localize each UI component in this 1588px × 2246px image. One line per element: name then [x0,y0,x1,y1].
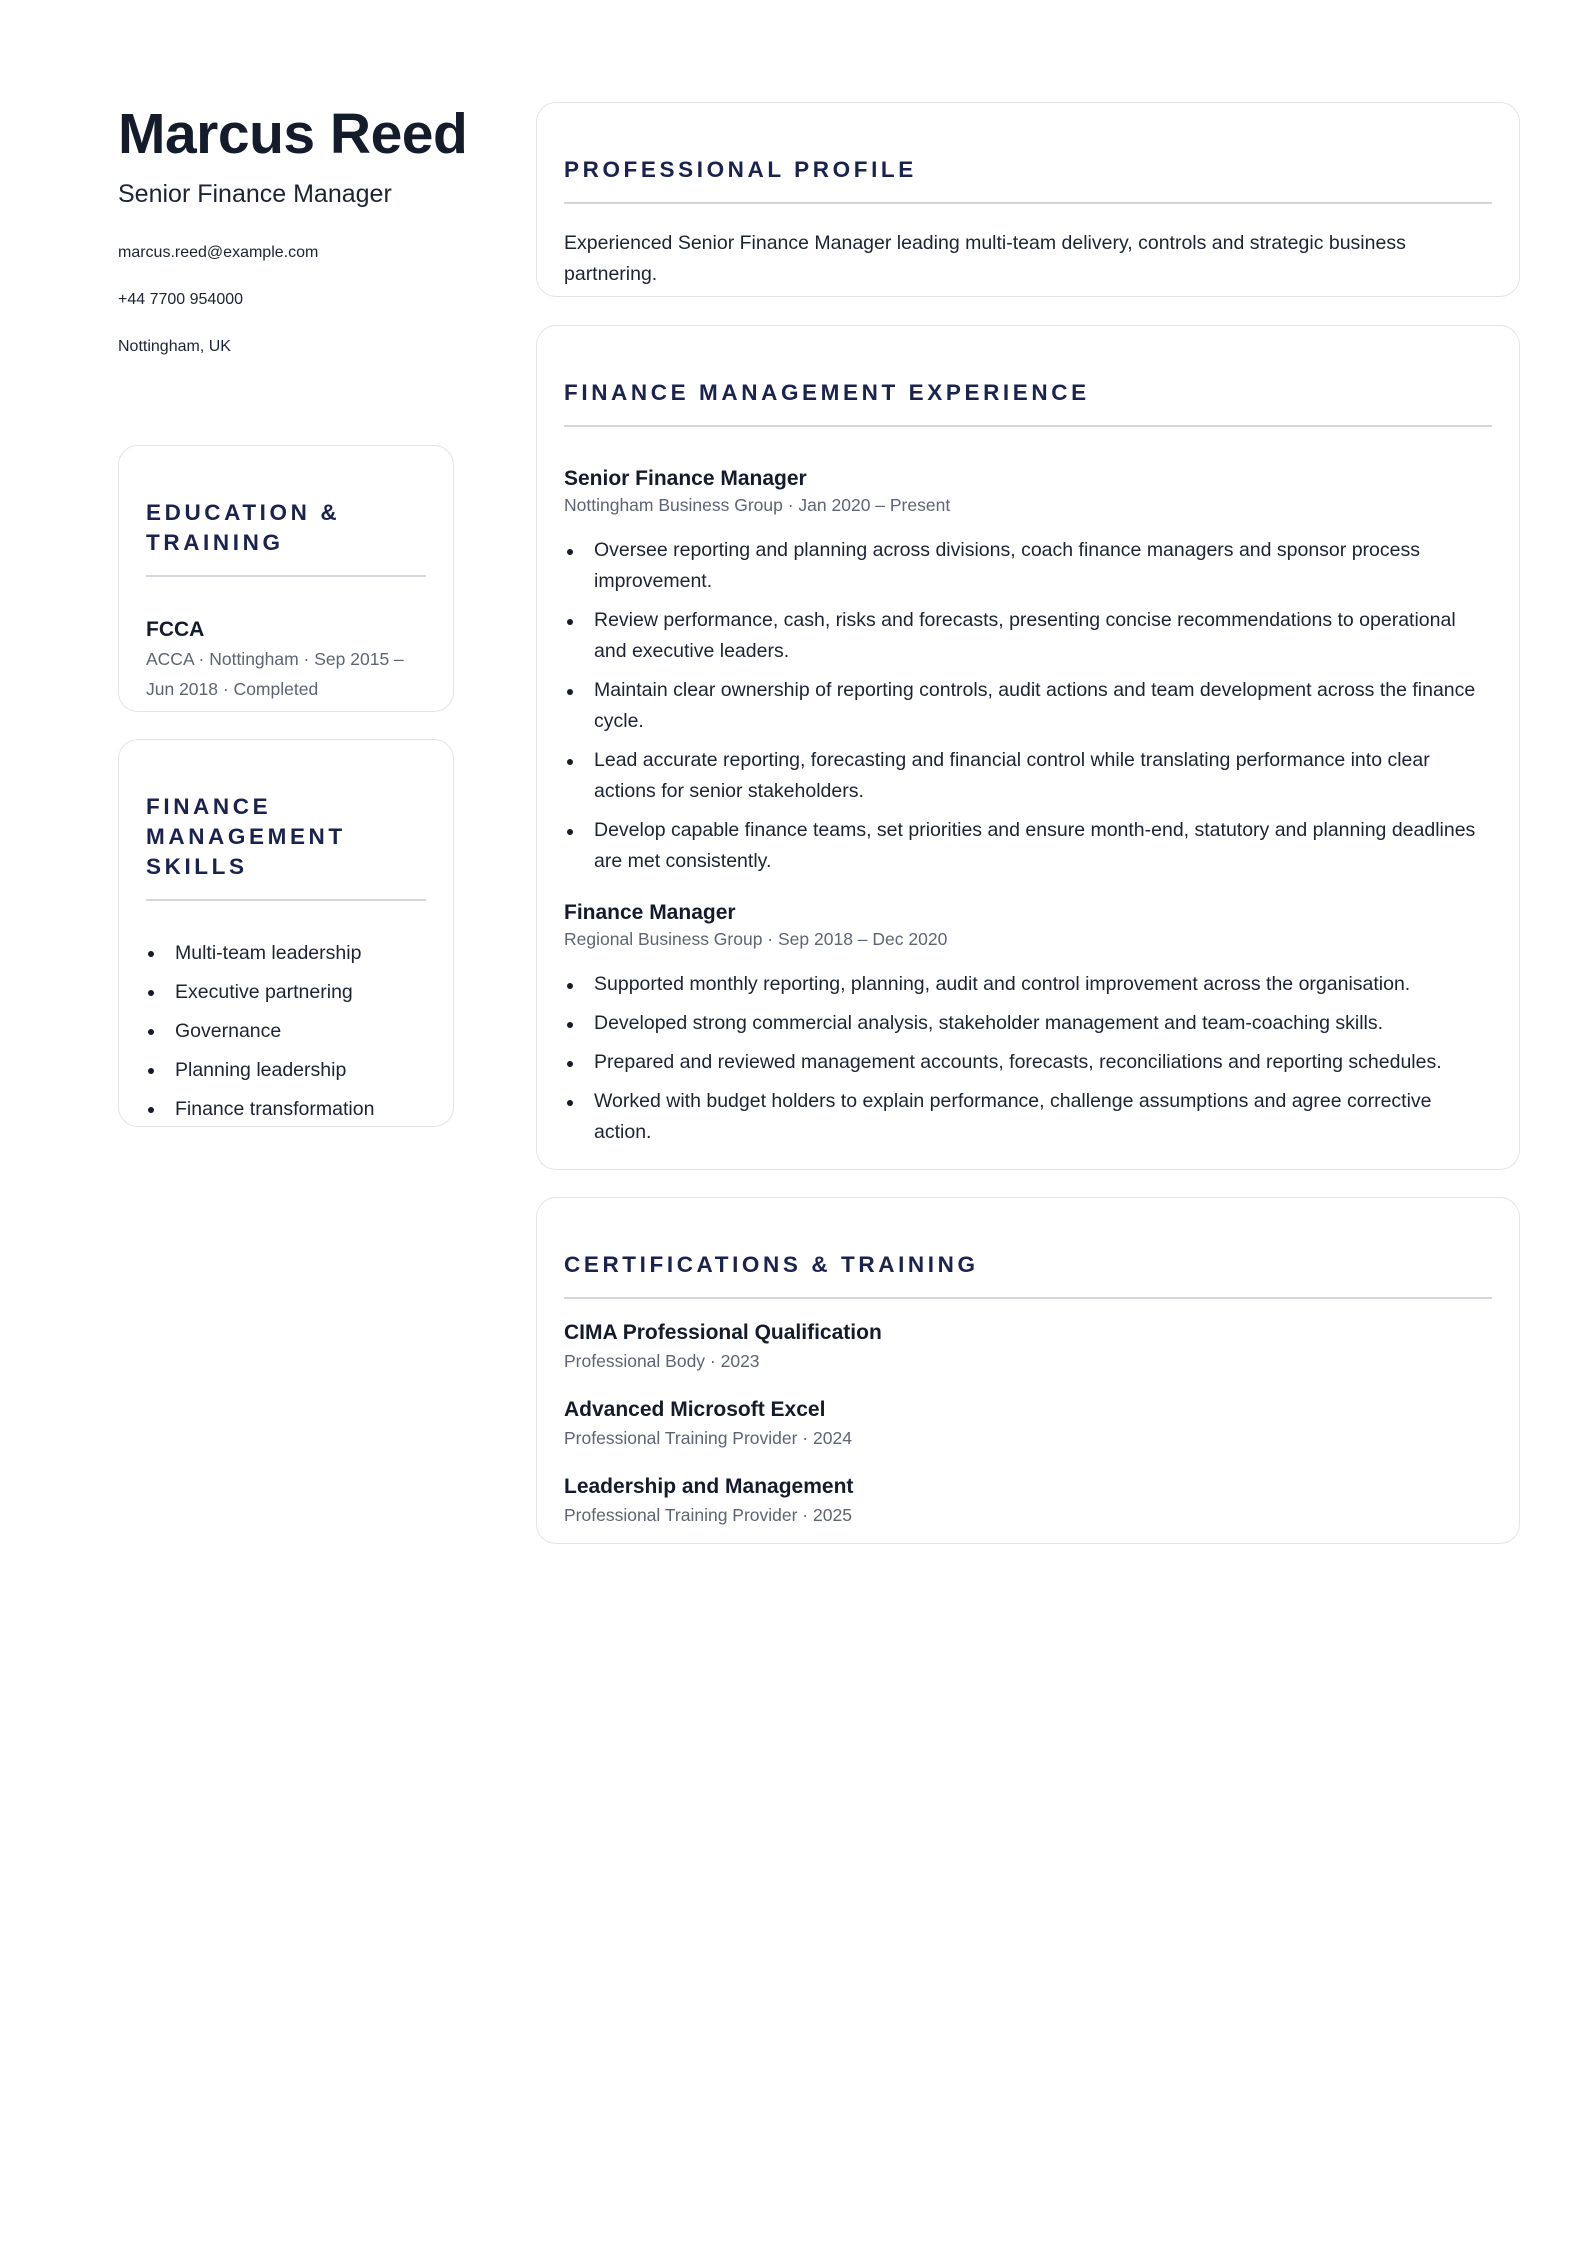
job-title: Senior Finance Manager [564,467,807,490]
certification-name: Leadership and Management [564,1475,854,1498]
section-title: FINANCE MANAGEMENT SKILLS [146,794,346,879]
education-item [146,617,426,704]
section-title: FINANCE MANAGEMENT EXPERIENCE [564,380,1090,405]
job-bullet: Developed strong commercial analysis, stakeholder management and team-coaching skills. [564,1008,1492,1039]
candidate-headline: Senior Finance Manager [118,180,392,209]
certification-meta: Professional Body · 2023 [564,1351,760,1371]
contact-email[interactable]: marcus.reed@example.com [118,243,319,261]
skills-section [118,739,454,1127]
job-bullet: Develop capable finance teams, set priorities and ensure month-end, statutory and planning deadlines are met consistently. [564,815,1492,877]
section-title: PROFESSIONAL PROFILE [564,157,917,182]
experience-section [536,325,1520,1170]
job-bullet: Maintain clear ownership of reporting controls, audit actions and team development across the finance cycle. [564,675,1492,737]
certification-name: CIMA Professional Qualification [564,1321,882,1344]
skill-item: Planning leadership [146,1051,426,1090]
contact-location: Nottingham, UK [118,337,231,355]
job-meta: Regional Business Group · Sep 2018 – Dec 2020 [564,929,948,949]
certification-item [564,1319,1492,1376]
certification-item [564,1396,1492,1453]
resume-header [118,100,468,370]
section-divider [564,1297,1492,1299]
contact-info [118,229,454,370]
job-bullet: Oversee reporting and planning across divisions, coach finance managers and sponsor process improvement. [564,535,1492,597]
certification-meta: Professional Training Provider · 2024 [564,1428,852,1448]
candidate-name: Marcus Reed [118,102,468,166]
skill-item: Multi-team leadership [146,934,426,973]
job-entry [564,465,1492,877]
job-bullet: Prepared and reviewed management accounts, forecasts, reconciliations and reporting schedules. [564,1047,1492,1078]
education-meta: ACCA · Nottingham · Sep 2015 – Jun 2018 · Completed [146,649,404,700]
job-bullet: Worked with budget holders to explain performance, challenge assumptions and agree corrective action. [564,1086,1492,1148]
profile-section [536,102,1520,297]
job-bullets [564,969,1492,1148]
skill-item: Finance transformation [146,1090,426,1127]
job-entry [564,899,1492,1148]
education-name: FCCA [146,618,205,641]
certifications-section [536,1197,1520,1544]
section-divider [564,425,1492,427]
job-bullet: Lead accurate reporting, forecasting and financial control while translating performance into clear actions for senior stakeholders. [564,745,1492,807]
job-bullet: Review performance, cash, risks and forecasts, presenting concise recommendations to operational and executive leaders. [564,605,1492,667]
section-title: CERTIFICATIONS & TRAINING [564,1252,979,1277]
certification-meta: Professional Training Provider · 2025 [564,1505,852,1525]
skills-list [146,934,426,1127]
job-bullet: Supported monthly reporting, planning, audit and control improvement across the organisation. [564,969,1492,1000]
certification-name: Advanced Microsoft Excel [564,1398,826,1421]
section-divider [564,202,1492,204]
education-section [118,445,454,712]
job-bullets [564,535,1492,877]
profile-summary: Experienced Senior Finance Manager leading multi-team delivery, controls and strategic business partnering. [564,232,1406,285]
skill-item: Executive partnering [146,973,426,1012]
contact-phone[interactable]: +44 7700 954000 [118,290,244,308]
skill-item: Governance [146,1012,426,1051]
section-divider [146,899,426,901]
section-divider [146,575,426,577]
job-meta: Nottingham Business Group · Jan 2020 – Present [564,495,951,515]
certification-item [564,1473,1492,1530]
job-title: Finance Manager [564,901,736,924]
section-title: EDUCATION & TRAINING [146,500,341,555]
